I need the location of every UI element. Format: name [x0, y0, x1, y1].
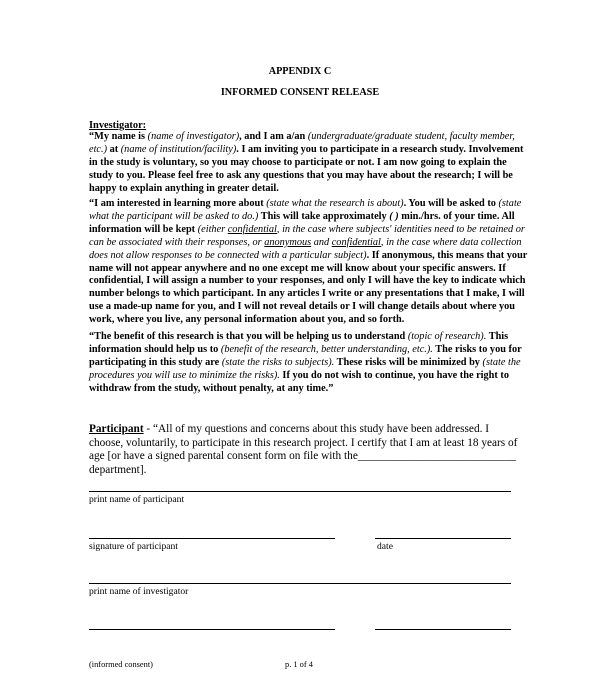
footer-label: (informed consent) — [89, 660, 153, 669]
page-number: p. 1 of 4 — [285, 660, 313, 669]
investigator-signature-line[interactable] — [89, 629, 335, 630]
department-blank[interactable]: ____________________________ — [357, 450, 516, 462]
investigator-paragraph-intro: “My name is (name of investigator), and I am a/an (undergraduate/graduate student, faculty member, etc.) at (name of institution/facility). I am inviting you to participate in a research study. Involvement in the study is voluntary, so you may choose to participate or not. I am now going to explain the study to you. Please feel free to ask any questions that you may have about the research; I will be happy to explain anything in greater detail. — [89, 131, 524, 194]
investigator-print-line[interactable] — [89, 583, 511, 584]
participant-date-label: date — [377, 541, 393, 552]
participant-signature-line[interactable] — [89, 538, 335, 539]
participant-print-line[interactable] — [89, 491, 511, 492]
signature-participant-label: signature of participant — [89, 541, 178, 552]
participant-date-line[interactable] — [375, 538, 511, 539]
print-participant-label: print name of participant — [89, 494, 185, 505]
investigator-heading: Investigator: — [89, 120, 147, 131]
participant-statement: Participant - “All of my questions and concerns about this study have been addressed. I choose, voluntarily, to participate in this research project. I certify that I am at least 18 years of age [or have a signed parental consent form on file with the____________________________ department]. — [89, 423, 518, 476]
document-title: INFORMED CONSENT RELEASE — [220, 87, 380, 98]
participant-heading: Participant — [89, 423, 144, 435]
investigator-date-line[interactable] — [375, 629, 511, 630]
investigator-paragraph-procedure: “I am interested in learning more about (state what the research is about). You will be asked to (state what the participant will be asked to do.) This will take approximately ( ) min./hrs. of your time. All information will be kept (either confidential, in the case where subjects' identities need to be retained or can be associated with their responses, or anonymous and confidential, in the case where data collection does not allow responses to be connected with a particular subject). If anonymous, this means that your name will not appear anywhere and no one except me will know about your specific answers. If confidential, I will assign a number to your responses, and only I will have the key to indicate which number belongs to which participant. In any articles I write or any presentations that I make, I will use a made-up name for you, and I will not reveal details or I will change details about where you work, where you live, any personal information about you, and so forth. — [89, 198, 528, 326]
appendix-label: APPENDIX C — [268, 66, 332, 77]
print-investigator-label: print name of investigator — [89, 586, 189, 597]
investigator-paragraph-benefits-risks: “The benefit of this research is that you will be helping us to understand (topic of research). This information should help us to (benefit of the research, better understanding, etc.). The risks to you for participating in this study are (state the risks to subjects). These risks will be minimized by (state the procedures you will use to minimize the risks). If you do not wish to continue, you have the right to withdraw from the study, without penalty, at any time.” — [89, 331, 522, 394]
